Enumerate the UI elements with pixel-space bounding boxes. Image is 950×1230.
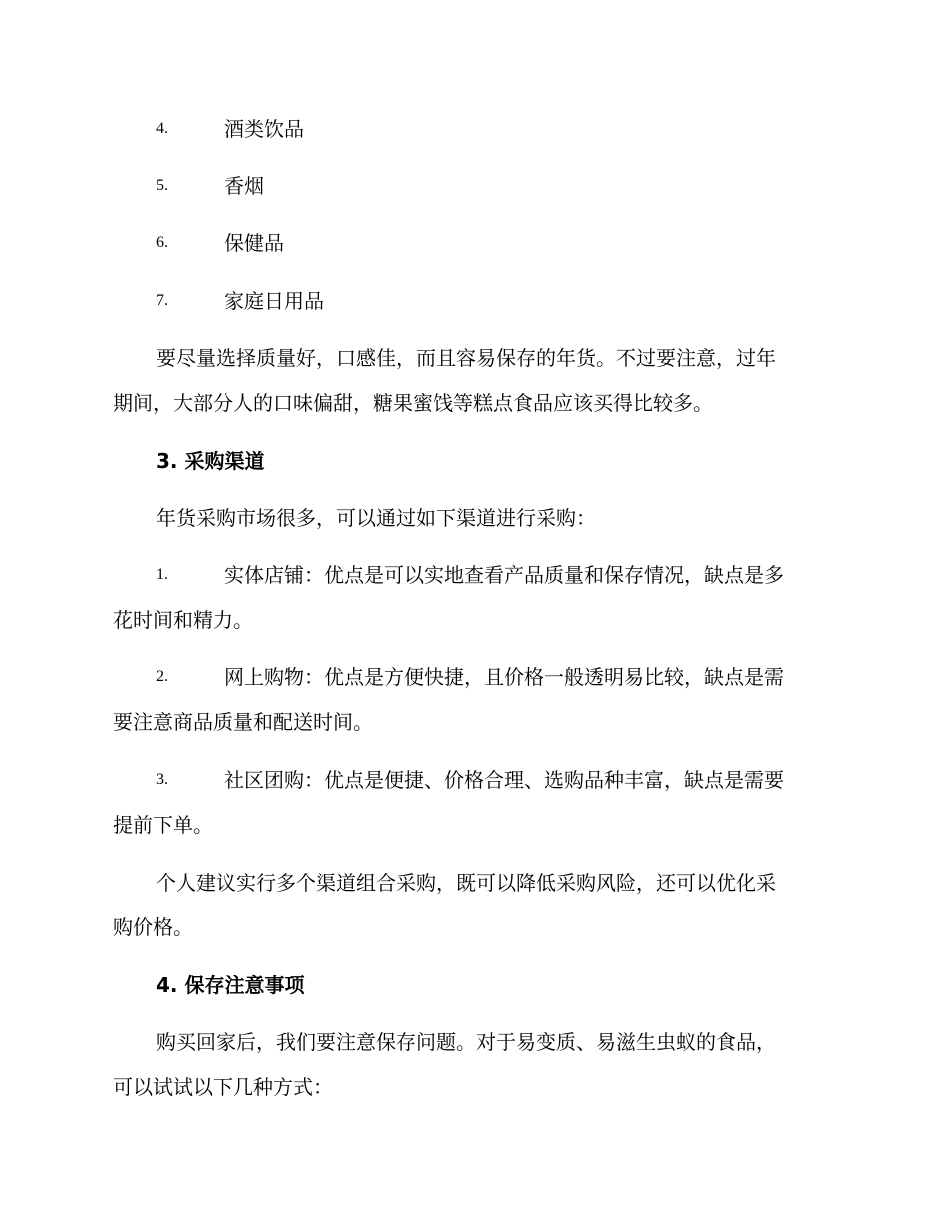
list-text: 酒类饮品: [224, 117, 304, 141]
list-text: 实体店铺：优点是可以实地查看产品质量和保存情况，缺点是多: [224, 563, 784, 587]
list-number: 7.: [156, 292, 168, 309]
heading-text: 3. 采购渠道: [156, 449, 265, 473]
list-number: 2.: [156, 668, 168, 685]
list-text: 保健品: [224, 231, 284, 255]
list-number: 5.: [156, 177, 168, 194]
list-number: 1.: [156, 566, 168, 583]
list-text: 网上购物：优点是方便快捷，且价格一般透明易比较，缺点是需: [224, 665, 784, 689]
list-number: 3.: [156, 771, 168, 788]
paragraph-text: 要尽量选择质量好，口感佳，而且容易保存的年货。不过要注意，过年: [156, 346, 776, 370]
list-text: 香烟: [224, 174, 264, 198]
paragraph-text: 可以试试以下几种方式：: [113, 1075, 333, 1099]
heading-text: 4. 保存注意事项: [156, 973, 305, 997]
list-text: 花时间和精力。: [113, 608, 253, 632]
paragraph-text: 期间，大部分人的口味偏甜，糖果蜜饯等糕点食品应该买得比较多。: [113, 391, 713, 415]
list-number: 4.: [156, 120, 168, 137]
list-text: 社区团购：优点是便捷、价格合理、选购品种丰富，缺点是需要: [224, 768, 784, 792]
paragraph-text: 购买回家后，我们要注意保存问题。对于易变质、易滋生虫蚁的食品，: [156, 1030, 776, 1054]
list-text: 提前下单。: [113, 813, 213, 837]
list-text: 家庭日用品: [224, 289, 324, 313]
paragraph-text: 年货采购市场很多，可以通过如下渠道进行采购：: [156, 506, 596, 530]
paragraph-text: 购价格。: [113, 915, 193, 939]
list-text: 要注意商品质量和配送时间。: [113, 710, 373, 734]
list-number: 6.: [156, 234, 168, 251]
paragraph-text: 个人建议实行多个渠道组合采购，既可以降低采购风险，还可以优化采: [156, 871, 776, 895]
